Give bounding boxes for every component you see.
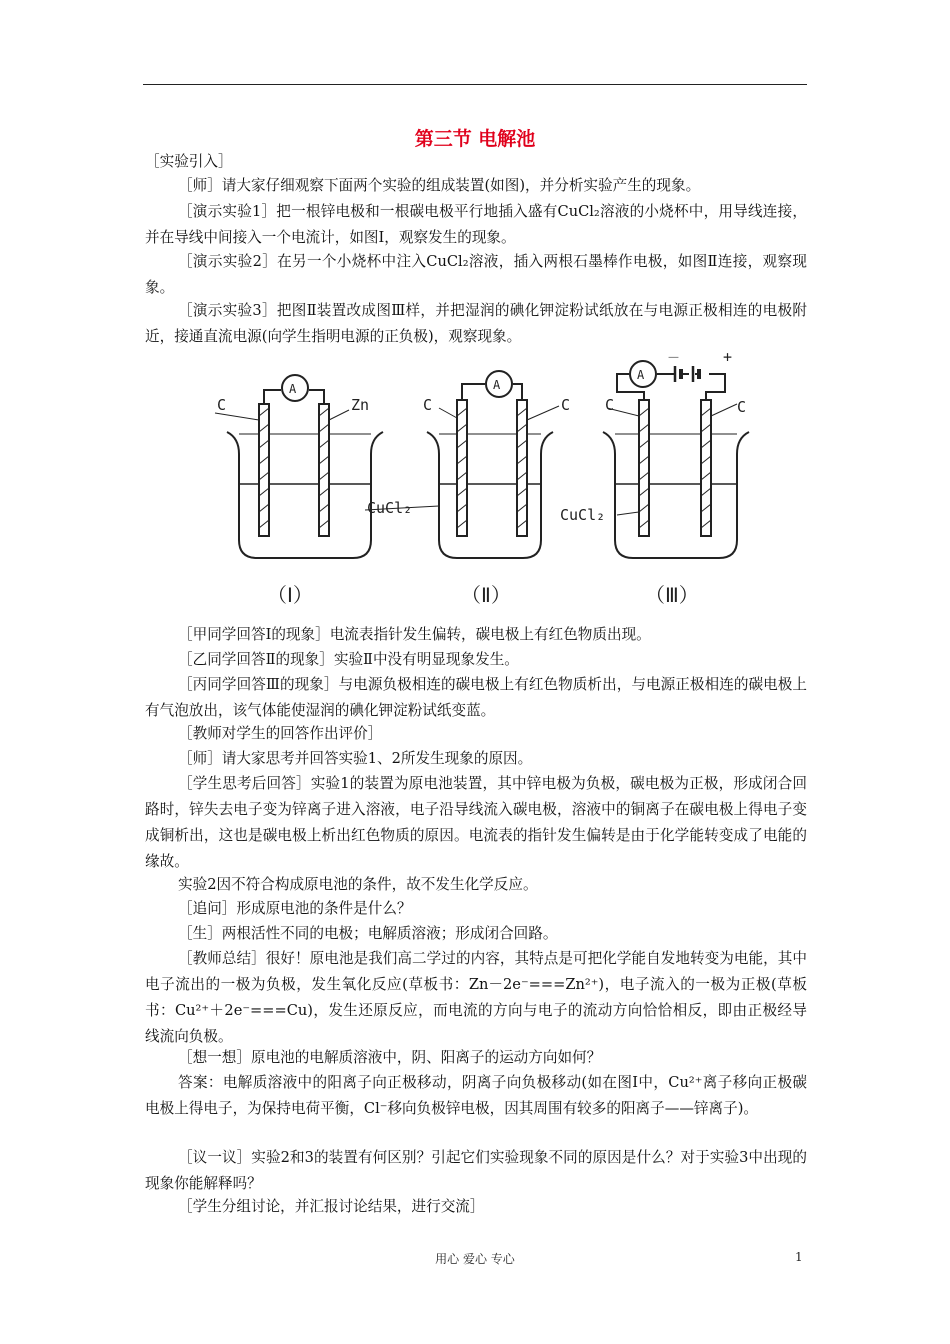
label-c: C <box>737 398 747 416</box>
ammeter-label: A <box>493 378 501 392</box>
label-cucl2: CuCl₂ <box>367 499 413 517</box>
paragraph: ［想一想］原电池的电解质溶液中，阴、阳离子的运动方向如何？ <box>178 1049 602 1066</box>
page-footer: 用心 爱心 专心 <box>435 1252 515 1266</box>
page-number: 1 <box>795 1250 803 1264</box>
ammeter-label: A <box>637 368 645 382</box>
paragraph: ［丙同学回答Ⅲ的现象］与电源负极相连的碳电极上有红色物质析出，与电源正极相连的碳电极上有气泡放出，该气体能使湿润的碘化钾淀粉试纸变蓝。 <box>145 676 807 719</box>
paragraph: 实验2因不符合构成原电池的条件，故不发生化学反应。 <box>178 876 538 893</box>
label-c: C <box>561 396 571 414</box>
caption-3: （Ⅲ） <box>645 583 699 607</box>
paragraph: ［演示实验3］把图Ⅱ装置改成图Ⅲ样，并把湿润的碘化钾淀粉试纸放在与电源正极相连的电极附近，接通直流电源(向学生指明电源的正负极)，观察现象。 <box>145 302 807 345</box>
paragraph: ［教师对学生的回答作出评价］ <box>178 725 383 742</box>
label-cucl2: CuCl₂ <box>560 506 606 524</box>
paragraph: ［演示实验1］把一根锌电极和一根碳电极平行地插入盛有CuCl₂溶液的小烧杯中，用导线连接，并在导线中间接入一个电流计，如图Ⅰ，观察发生的现象。 <box>145 203 807 246</box>
electrolysis-apparatus-figure <box>205 350 765 620</box>
paragraph: ［追问］形成原电池的条件是什么？ <box>178 900 412 917</box>
label-c: C <box>605 396 615 414</box>
ammeter-label: A <box>289 382 297 396</box>
caption-1: （Ⅰ） <box>267 583 313 607</box>
label-c: C <box>423 396 433 414</box>
minus-sign: － <box>667 351 681 366</box>
plus-sign: + <box>723 350 733 366</box>
header-rule <box>143 84 807 85</box>
section-title: 第三节 电解池 <box>414 128 536 150</box>
paragraph: ［生］两根活性不同的电极；电解质溶液；形成闭合回路。 <box>178 925 558 942</box>
paragraph: ［实验引入］ <box>145 153 233 170</box>
caption-2: （Ⅱ） <box>461 583 511 607</box>
paragraph: ［师］请大家思考并回答实验1、2所发生现象的原因。 <box>178 750 533 767</box>
paragraph: ［学生分组讨论，并汇报讨论结果，进行交流］ <box>178 1198 485 1215</box>
label-zn: Zn <box>351 396 370 414</box>
paragraph: ［议一议］实验2和3的装置有何区别？引起它们实验现象不同的原因是什么？对于实验3中出现的现象你能解释吗？ <box>145 1149 807 1192</box>
paragraph: ［学生思考后回答］实验1的装置为原电池装置，其中锌电极为负极，碳电极为正极，形成闭合回路时，锌失去电子变为锌离子进入溶液，电子沿导线流入碳电极，溶液中的铜离子在碳电极上得电子变成铜析出，这也是碳电极上析出红色物质的原因。电流表的指针发生偏转是由于化学能转变成了电能的缘故。 <box>145 775 807 870</box>
paragraph: ［师］请大家仔细观察下面两个实验的组成装置(如图)，并分析实验产生的现象。 <box>178 177 701 194</box>
paragraph: ［教师总结］很好！原电池是我们高二学过的内容，其特点是可把化学能自发地转变为电能，其中电子流出的一极为负极，发生氧化反应(草板书：Zn－2e⁻===Zn²⁺)，电子流入的一极为正极(草板书：Cu²⁺＋2e⁻===Cu)，发生还原反应，而电流的方向与电子的流动方向恰恰相反，即由正极经导线流向负极。 <box>145 950 807 1045</box>
paragraph: ［演示实验2］在另一个小烧杯中注入CuCl₂溶液，插入两根石墨棒作电极，如图Ⅱ连接，观察现象。 <box>145 253 807 296</box>
label-c: C <box>217 396 227 414</box>
paragraph: ［乙同学回答Ⅱ的现象］实验Ⅱ中没有明显现象发生。 <box>178 651 519 668</box>
paragraph: ［甲同学回答Ⅰ的现象］电流表指针发生偏转，碳电极上有红色物质出现。 <box>178 626 651 643</box>
paragraph: 答案：电解质溶液中的阳离子向正极移动，阴离子向负极移动(如在图Ⅰ中，Cu²⁺离子移向正极碳电极上得电子，为保持电荷平衡，Cl⁻移向负极锌电极，因其周围有较多的阳离子——锌离子)。 <box>145 1074 807 1117</box>
